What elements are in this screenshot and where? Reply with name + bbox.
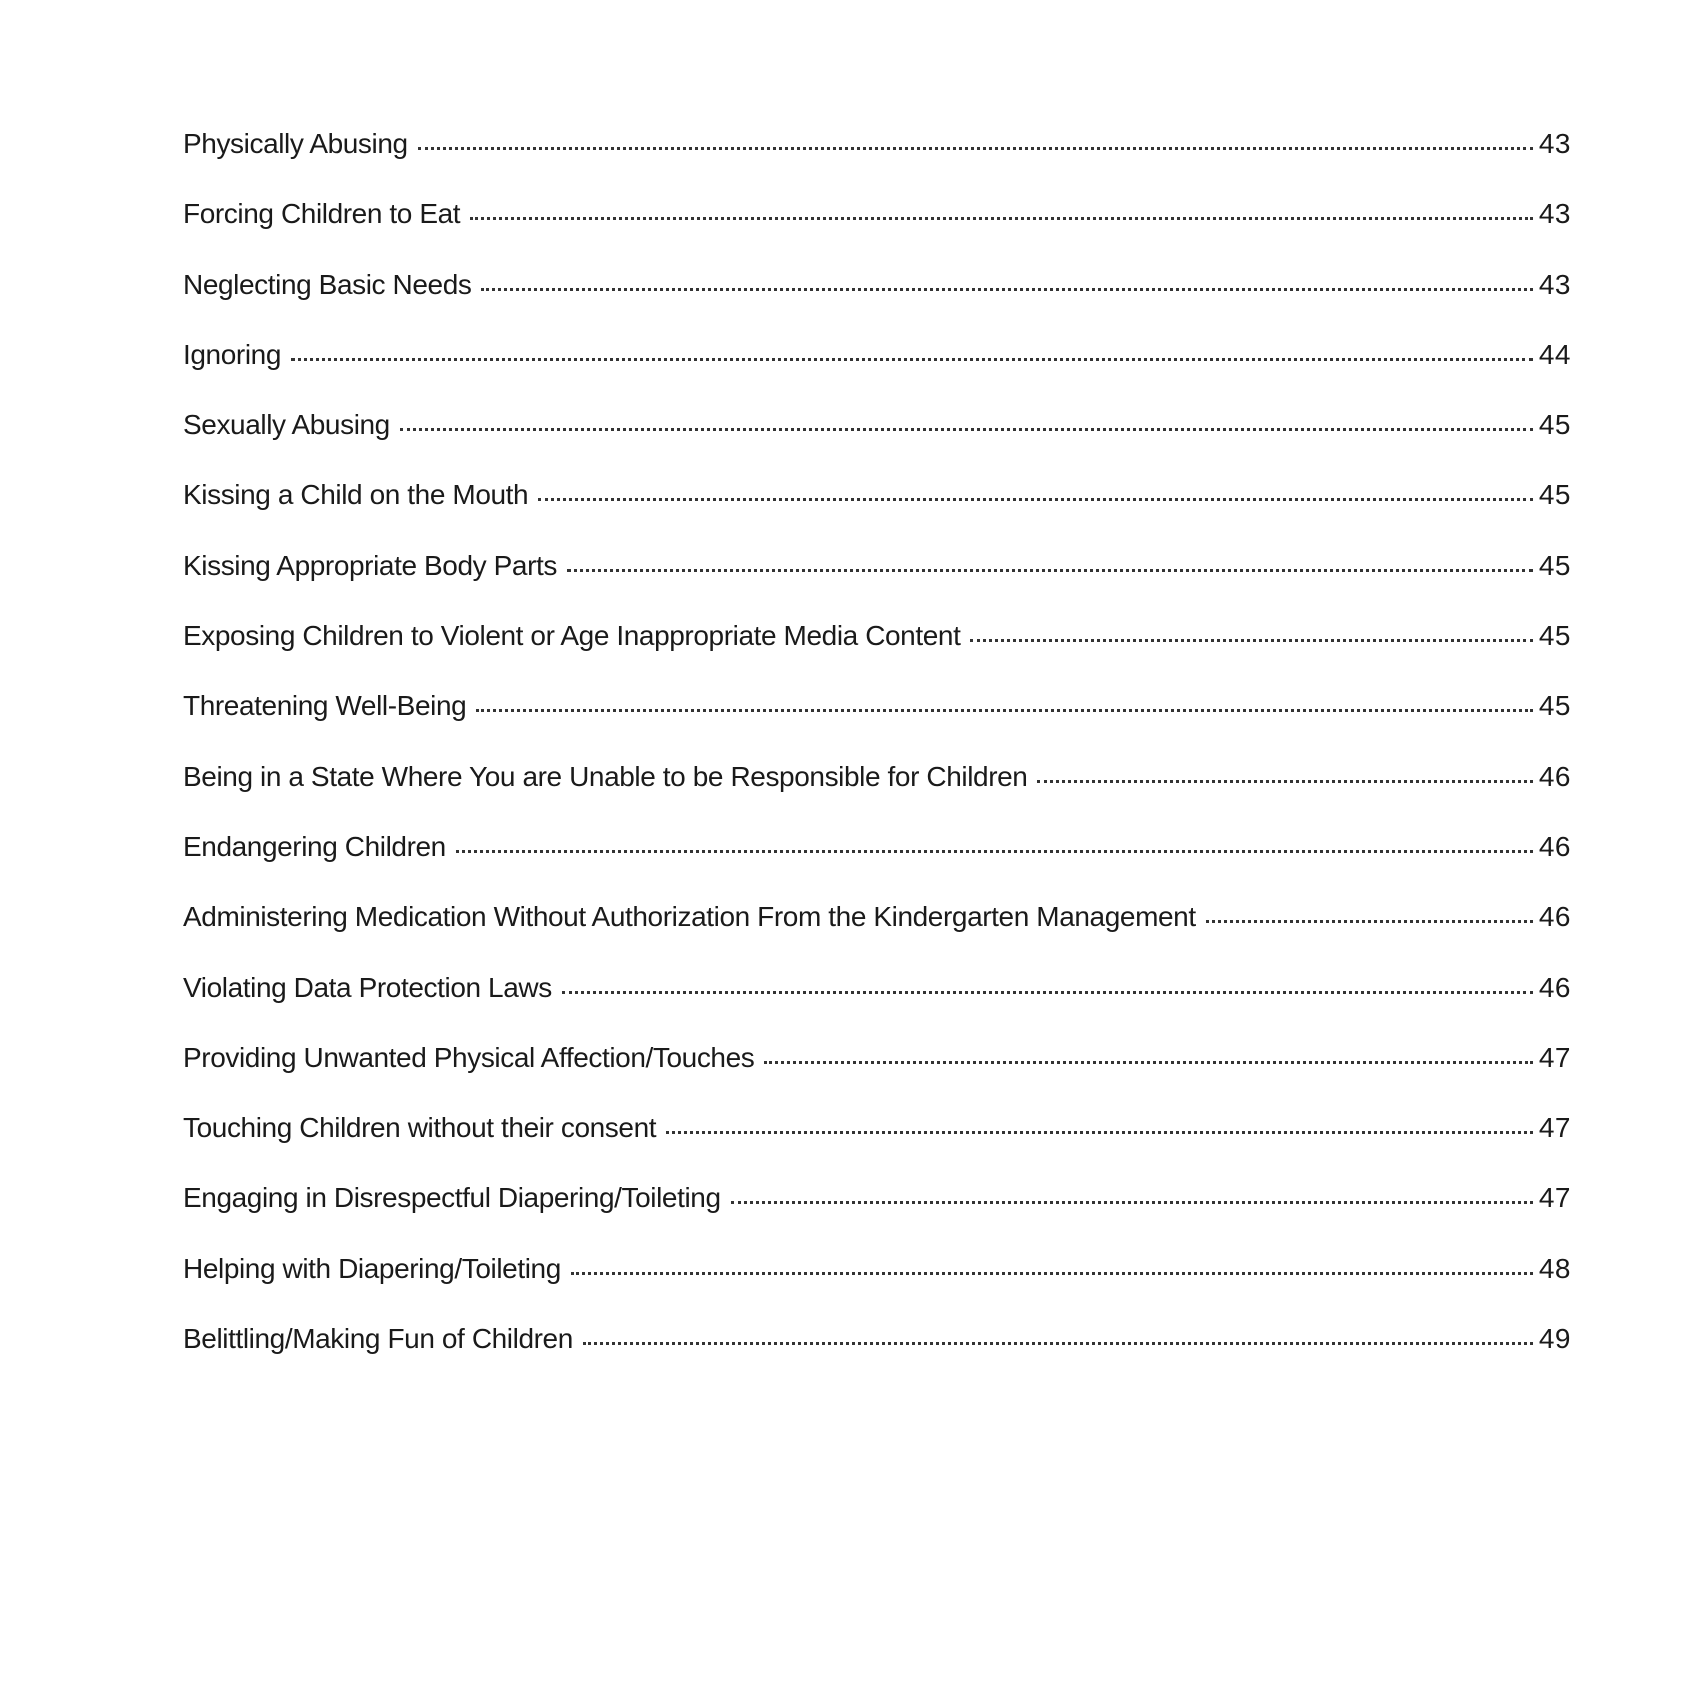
dot-leader [666,1131,1533,1134]
toc-entry[interactable] [183,760,1571,833]
toc-entry-page: 45 [1538,620,1571,652]
dot-leader [731,1201,1533,1204]
dot-leader [1206,920,1533,923]
toc-entry-title: Providing Unwanted Physical Affection/Touches [183,1041,755,1073]
toc-entry-title: Exposing Children to Violent or Age Inappropriate Media Content [183,620,961,652]
dot-leader [476,709,1533,712]
dot-leader [470,217,1533,220]
dot-leader [970,639,1532,642]
toc-entry[interactable] [183,1325,1571,1395]
toc-entry[interactable] [183,549,1571,622]
toc-entry-title: Being in a State Where You are Unable to be Responsible for Children [183,760,1028,792]
toc-entry[interactable] [183,830,1571,903]
toc-entry[interactable] [183,903,1571,973]
toc-entry[interactable] [183,971,1571,1044]
dot-leader [562,991,1533,994]
dot-leader [583,1342,1533,1345]
toc-entry[interactable] [183,268,1571,341]
toc-entry-page: 48 [1538,1252,1571,1284]
toc-entry-page: 46 [1538,901,1571,933]
toc-entry-title: Kissing a Child on the Mouth [183,479,529,511]
toc-entry[interactable] [183,692,1571,762]
dot-leader [567,569,1533,572]
dot-leader [538,498,1533,501]
toc-entry[interactable] [183,1041,1571,1114]
toc-entry-page: 45 [1538,549,1571,581]
toc-entry-page: 46 [1538,760,1571,792]
dot-leader [764,1061,1532,1064]
dot-leader [481,288,1532,291]
toc-entry-page: 44 [1538,338,1571,370]
dot-leader [400,428,1533,431]
toc-entry-page: 45 [1538,409,1571,441]
toc-entry[interactable] [183,130,1571,200]
toc-entry-page: 47 [1538,1182,1571,1214]
toc-entry-page: 43 [1538,198,1571,230]
dot-leader [418,147,1533,150]
toc-entry-title: Helping with Diapering/Toileting [183,1252,561,1284]
toc-entry-page: 47 [1538,1112,1571,1144]
dot-leader [291,358,1533,361]
dot-leader [456,850,1533,853]
toc-entry-title: Neglecting Basic Needs [183,268,472,300]
dot-leader [571,1272,1533,1275]
toc-entry-page: 46 [1538,971,1571,1003]
toc-entry-title: Violating Data Protection Laws [183,971,552,1003]
toc-entry-title: Engaging in Disrespectful Diapering/Toileting [183,1182,721,1214]
toc-entry-title: Kissing Appropriate Body Parts [183,549,557,581]
toc-entry-page: 45 [1538,690,1571,722]
toc-entry[interactable] [183,1252,1571,1325]
toc-entry-title: Endangering Children [183,830,446,862]
toc-entry-page: 45 [1538,479,1571,511]
toc-entry[interactable] [183,411,1571,481]
toc-entry-title: Touching Children without their consent [183,1112,657,1144]
toc-entry[interactable] [183,481,1571,551]
toc-entry-page: 47 [1538,1041,1571,1073]
toc-entry-title: Ignoring [183,338,281,370]
toc-entry-title: Threatening Well-Being [183,690,467,722]
toc-entry[interactable] [183,338,1571,411]
toc-entry-page: 49 [1538,1323,1571,1355]
table-of-contents [183,130,1571,1395]
toc-entry[interactable] [183,1184,1571,1254]
dot-leader [1037,780,1532,783]
toc-entry-title: Physically Abusing [183,128,408,159]
toc-entry-title: Administering Medication Without Authorization From the Kindergarten Management [183,901,1196,933]
toc-entry-title: Sexually Abusing [183,409,390,441]
toc-entry-title: Forcing Children to Eat [183,198,461,230]
toc-entry[interactable] [183,200,1571,270]
toc-entry-title: Belittling/Making Fun of Children [183,1323,573,1355]
toc-entry[interactable] [183,1114,1571,1184]
toc-entry-page: 43 [1538,128,1571,159]
toc-entry-page: 43 [1538,268,1571,300]
toc-entry[interactable] [183,622,1571,692]
toc-entry-page: 46 [1538,830,1571,862]
